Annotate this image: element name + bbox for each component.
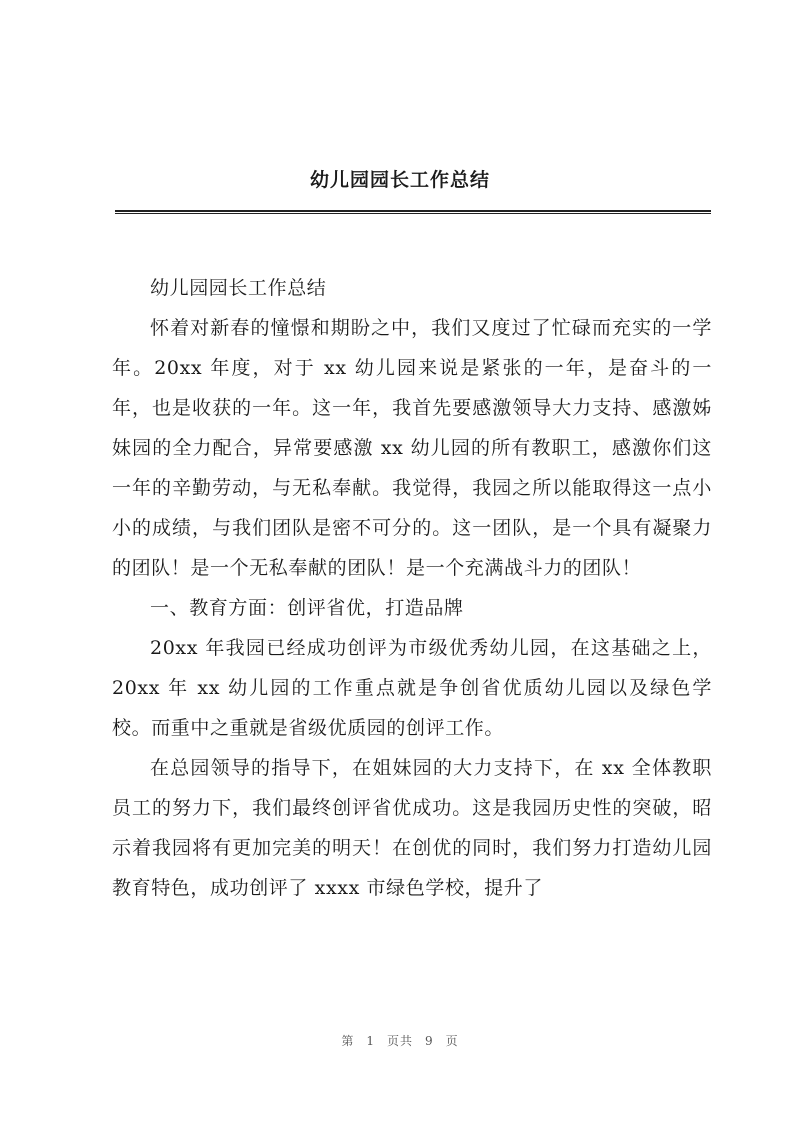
paragraph-education-2: 在总园领导的指导下，在姐妹园的大力支持下，在 xx 全体教职员工的努力下，我们最终创评省优成功。这是我园历史性的突破，昭示着我园将有更加完美的明天！在创优的同时，我们努力打造幼儿园教育特色，成功创评了 xxxx 市绿色学校，提升了 bbox=[112, 757, 712, 899]
section-heading-education: 一、教育方面：创评省优，打造品牌 bbox=[150, 597, 464, 619]
footer-middle: 页共 bbox=[386, 1034, 413, 1048]
footer-page-number: 1 bbox=[366, 1034, 375, 1048]
page-footer bbox=[0, 1032, 800, 1049]
document-body bbox=[112, 268, 712, 908]
footer-suffix: 页 bbox=[445, 1034, 459, 1048]
paragraph-intro: 怀着对新春的憧憬和期盼之中，我们又度过了忙碌而充实的一学年。20xx 年度，对于 xx 幼儿园来说是紧张的一年，是奋斗的一年，也是收获的一年。这一年，我首先要感激领导大力支持、感激姊妹园的全力配合，异常要感激 xx 幼儿园的所有教职工，感激你们这一年的辛勤劳动，与无私奉献。我觉得，我园之所以能取得这一点小小的成绩，与我们团队是密不可分的。这一团队，是一个具有凝聚力的团队！是一个无私奉献的团队！是一个充满战斗力的团队！ bbox=[112, 317, 712, 579]
paragraph-education-1: 20xx 年我园已经成功创评为市级优秀幼儿园，在这基础之上，20xx 年 xx 幼儿园的工作重点就是争创省优质幼儿园以及绿色学校。而重中之重就是省级优质园的创评工作。 bbox=[112, 637, 712, 739]
page-title: 幼儿园园长工作总结 bbox=[309, 169, 490, 191]
footer-prefix: 第 bbox=[341, 1034, 355, 1048]
footer-total-pages: 9 bbox=[425, 1034, 434, 1048]
paragraph-heading: 幼儿园园长工作总结 bbox=[150, 277, 327, 299]
title-divider bbox=[115, 210, 711, 214]
